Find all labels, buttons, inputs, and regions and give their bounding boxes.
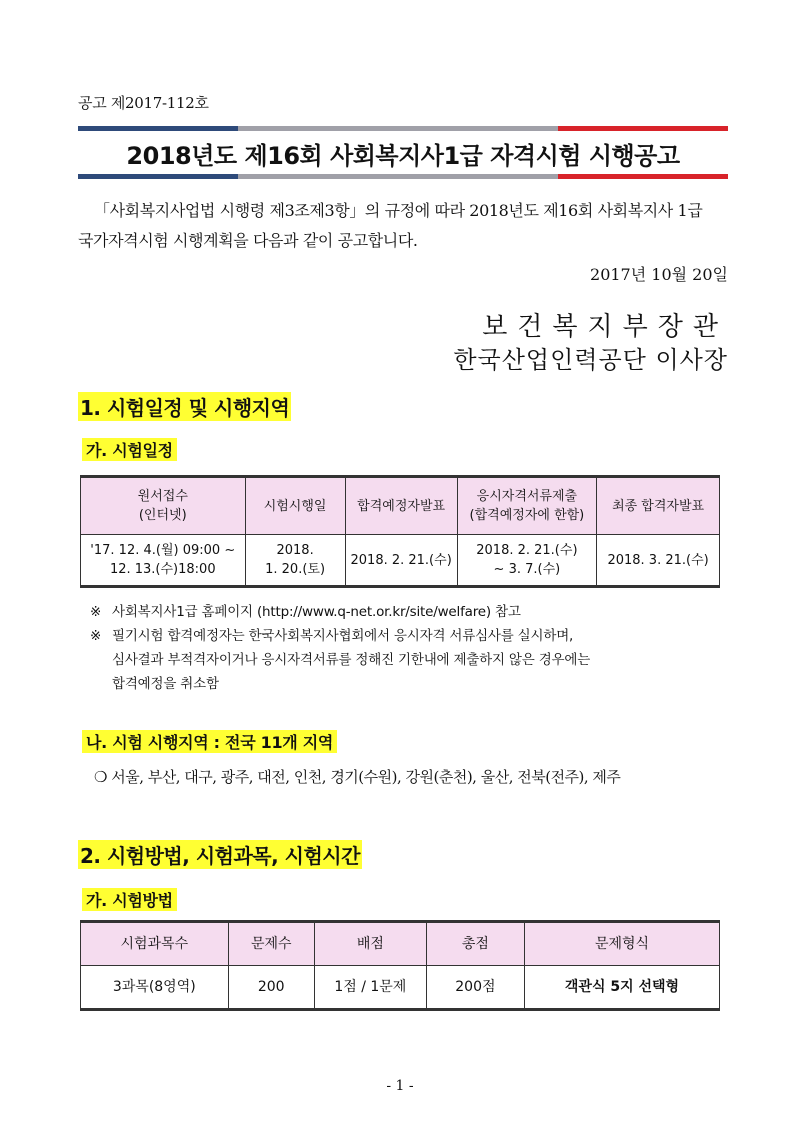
page-number: - 1 - [386,1078,414,1094]
method-header-cell: 배점 [314,922,426,966]
method-cell: 객관식 5지 선택형 [525,966,720,1010]
method-cell: 200점 [426,966,524,1010]
method-header-cell: 문제수 [228,922,314,966]
method-row [81,966,720,1010]
title-bottom-bar [78,174,728,179]
method-header-row [81,922,720,966]
title-top-bar [78,126,728,131]
section1-sub-a: 가. 시험일정 [82,438,177,461]
method-header-cell: 시험과목수 [81,922,229,966]
schedule-cell: 2018. 2. 21.(수) [345,535,457,587]
schedule-cell: 2018. 2. 21.(수) ~ 3. 7.(수) [457,535,597,587]
signature-ministry: 보건복지부장관 [482,312,728,342]
section2-sub-a: 가. 시험방법 [82,888,177,911]
note-item: ※ 사회복지사1급 홈페이지 (http://www.q-net.or.kr/site/welfare) 참고 [90,604,521,620]
note-continuation: 합격예정을 취소함 [112,676,219,692]
schedule-cell: 2018. 3. 21.(수) [597,535,720,587]
section1-sub-b: 나. 시험 시행지역 : 전국 11개 지역 [82,730,337,753]
section2-heading: 2. 시험방법, 시험과목, 시험시간 [78,840,362,869]
schedule-header-cell: 최종 합격자발표 [597,477,720,535]
intro-line-2: 국가자격시험 시행계획을 다음과 같이 공고합니다. [78,231,418,250]
regions-list: ❍ 서울, 부산, 대구, 광주, 대전, 인천, 경기(수원), 강원(춘천), 울산, 전북(전주), 제주 [94,768,621,786]
notice-date: 2017년 10월 20일 [590,265,728,284]
schedule-row [81,535,720,587]
notice-number: 공고 제2017-112호 [78,94,209,112]
note-continuation: 심사결과 부적격자이거나 응시자격서류를 정해진 기한내에 제출하지 않은 경우에는 [112,652,591,668]
notes-block [90,600,590,696]
intro-paragraph [78,196,728,256]
method-cell: 200 [228,966,314,1010]
method-header-cell: 총점 [426,922,524,966]
method-table [80,920,720,1011]
schedule-header-cell: 시험시행일 [245,477,345,535]
intro-line-1: 「사회복지사업법 시행령 제3조제3항」의 규정에 따라 2018년도 제16회 사회복지사 1급 [94,201,703,220]
method-header-cell: 문제형식 [525,922,720,966]
section1-heading: 1. 시험일정 및 시행지역 [78,392,291,421]
schedule-header-row [81,477,720,535]
schedule-header-cell: 원서접수 (인터넷) [81,477,246,535]
schedule-table [80,475,720,588]
note-item: ※ 필기시험 합격예정자는 한국사회복지사협회에서 응시자격 서류심사를 실시하며, [90,628,574,644]
schedule-header-cell: 응시자격서류제출 (합격예정자에 한함) [457,477,597,535]
method-cell: 1점 / 1문제 [314,966,426,1010]
method-cell: 3과목(8영역) [81,966,229,1010]
schedule-cell: '17. 12. 4.(월) 09:00 ~ 12. 13.(수)18:00 [81,535,246,587]
schedule-cell: 2018. 1. 20.(토) [245,535,345,587]
schedule-header-cell: 합격예정자발표 [345,477,457,535]
signature-agency: 한국산업인력공단 이사장 [453,346,728,374]
page-title: 2018년도 제16회 사회복지사1급 자격시험 시행공고 [126,142,680,170]
